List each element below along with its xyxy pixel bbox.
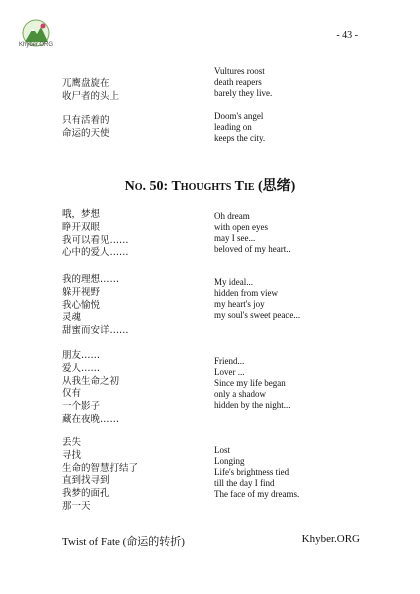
verse-line: Since my life began	[214, 378, 286, 388]
verse-line: 命运的天使	[62, 127, 110, 139]
stanza-zh-3	[62, 350, 119, 427]
verse-line: beloved of my heart..	[214, 244, 291, 254]
verse-line: Oh dream	[214, 211, 250, 221]
verse-line: Life's brightness tied	[214, 467, 290, 477]
verse-line: 我心愉悦	[62, 299, 101, 311]
verse-line: 收尸者的头上	[62, 90, 120, 102]
verse-line: Doom's angel	[214, 111, 264, 121]
verse-line: 藏在夜晚……	[62, 413, 120, 425]
verse-line: 灵魂	[62, 312, 82, 324]
footer-site: Khyber.ORG	[301, 533, 360, 545]
top-stanza-en-2	[214, 111, 265, 144]
verse-line: hidden from view	[214, 288, 278, 298]
verse-line: leading on	[214, 122, 252, 132]
verse-line: 我的理想……	[62, 274, 120, 285]
verse-line: 一个影子	[62, 401, 101, 413]
poem-title: No. 50: Thoughts Tie (思绪)	[124, 179, 296, 194]
top-stanza-zh-1	[62, 78, 119, 104]
verse-line: Lover ...	[214, 367, 245, 377]
stanza-zh-1	[62, 209, 129, 260]
verse-line: My ideal...	[214, 277, 253, 287]
verse-line: with open eyes	[214, 222, 268, 232]
verse-line: 甜蜜而安详……	[62, 325, 129, 337]
stanza-en-1	[214, 211, 291, 255]
verse-line: 朋友……	[62, 350, 101, 361]
verse-line: 寻找	[62, 449, 82, 461]
verse-line: The face of my dreams.	[214, 489, 300, 499]
verse-line: 丢失	[62, 437, 82, 448]
verse-line: 仅有	[62, 388, 82, 400]
verse-line: 只有活着的	[62, 115, 110, 126]
top-stanza-en-1	[214, 66, 272, 99]
verse-line: may I see...	[214, 233, 256, 243]
verse-line: Friend...	[214, 356, 245, 366]
verse-line: 生命的智慧打结了	[62, 462, 139, 474]
page-number: - 43 -	[336, 30, 358, 41]
logo-text: Khyber.ORG	[18, 42, 53, 48]
footer-book-title: Twist of Fate (命运的转折)	[62, 536, 185, 548]
verse-line: barely they live.	[214, 88, 273, 98]
stanza-en-4	[214, 445, 299, 500]
verse-line: Vultures roost	[214, 66, 265, 76]
top-stanza-zh-2	[62, 115, 110, 141]
verse-line: 哦，梦想	[62, 209, 101, 220]
verse-line: 爱人……	[62, 362, 101, 374]
verse-line: keeps the city.	[214, 133, 266, 143]
verse-line: 那一天	[62, 500, 91, 512]
stanza-en-3	[214, 356, 291, 411]
verse-line: only a shadow	[214, 389, 266, 399]
stanza-zh-4	[62, 437, 138, 514]
khyber-logo	[14, 18, 58, 60]
verse-line: Longing	[214, 456, 245, 466]
stanza-zh-2	[62, 274, 129, 338]
verse-line: 从我生命之初	[62, 375, 120, 387]
verse-line: 我梦的面孔	[62, 488, 110, 500]
stanza-en-2	[214, 277, 300, 321]
verse-line: 兀鹰盘旋在	[62, 78, 110, 89]
verse-line: 心中的爱人……	[62, 247, 129, 259]
verse-line: death reapers	[214, 77, 262, 87]
verse-line: till the day I find	[214, 478, 275, 488]
verse-line: 躲开视野	[62, 286, 101, 298]
verse-line: 我可以看见……	[62, 234, 129, 246]
verse-line: my heart's joy	[214, 299, 265, 309]
verse-line: 直到找寻到	[62, 475, 110, 487]
verse-line: Lost	[214, 445, 231, 455]
verse-line: hidden by the night...	[214, 400, 291, 410]
verse-line: 睁开双眼	[62, 221, 101, 233]
verse-line: my soul's sweet peace...	[214, 310, 301, 320]
